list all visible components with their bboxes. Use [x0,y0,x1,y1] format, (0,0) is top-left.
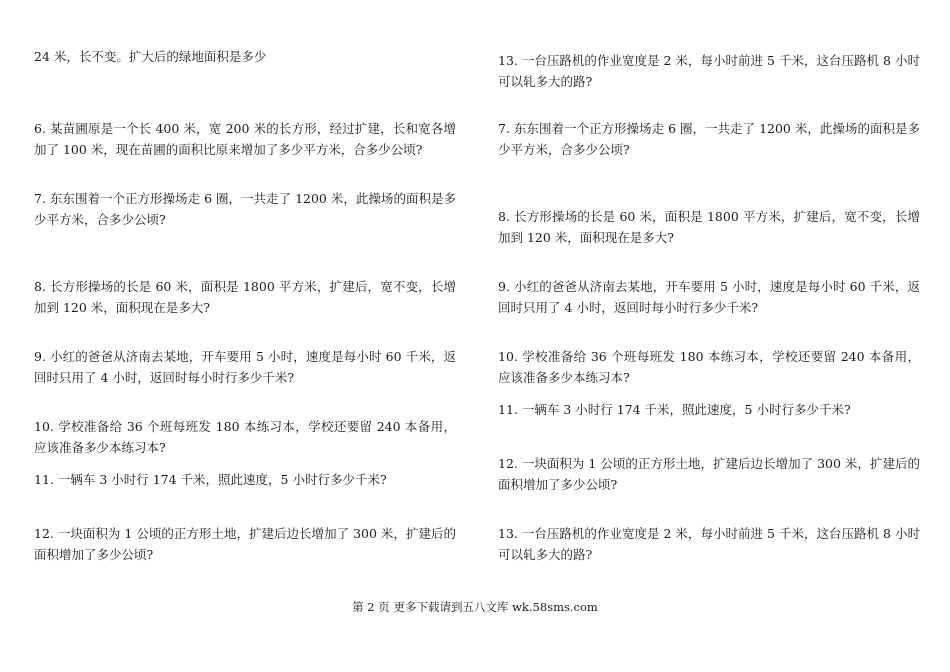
question-13: 13. 一台压路机的作业宽度是 2 米，每小时前进 5 千米，这台压路机 8 小时可以轧多大的路? [498,526,920,562]
question-13: 13. 一台压路机的作业宽度是 2 米，每小时前进 5 千米，这台压路机 8 小时可以轧多大的路? [498,53,920,89]
question-9: 9. 小红的爸爸从济南去某地，开车要用 5 小时，速度是每小时 60 千米，返回时只用了 4 小时，返回时每小时行多少千米? [34,349,456,385]
question-10: 10. 学校准备给 36 个班每班发 180 本练习本，学校还要留 240 本备用，应该准备多少本练习本? [498,349,920,385]
question-8: 8. 长方形操场的长是 60 米，面积是 1800 平方米，扩建后，宽不变，长增加到 120 米，面积现在是多大? [498,209,920,245]
question-7: 7. 东东围着一个正方形操场走 6 圈，一共走了 1200 米，此操场的面积是多少平方米，合多少公顷? [34,191,456,227]
question-10: 10. 学校准备给 36 个班每班发 180 本练习本，学校还要留 240 本备用，应该准备多少本练习本? [34,419,456,455]
question-9: 9. 小红的爸爸从济南去某地，开车要用 5 小时，速度是每小时 60 千米，返回时只用了 4 小时，返回时每小时行多少千米? [498,279,920,315]
question-8: 8. 长方形操场的长是 60 米，面积是 1800 平方米，扩建后，宽不变，长增加到 120 米，面积现在是多大? [34,279,456,315]
question-11: 11. 一辆车 3 小时行 174 千米，照此速度，5 小时行多少千米? [34,472,387,487]
question-12: 12. 一块面积为 1 公顷的正方形土地，扩建后边长增加了 300 米，扩建后的面积增加了多少公顷? [34,526,456,562]
question-11: 11. 一辆车 3 小时行 174 千米，照此速度，5 小时行多少千米? [498,402,851,417]
question-continuation: 24 米，长不变。扩大后的绿地面积是多少 [34,49,267,64]
question-6: 6. 某苗圃原是一个长 400 米，宽 200 米的长方形，经过扩建，长和宽各增加了 100 米，现在苗圃的面积比原来增加了多少平方米，合多少公顷? [34,121,456,157]
page-footer: 第 2 页 更多下载请到五八文库 wk.58sms.com [352,600,598,614]
question-7: 7. 东东围着一个正方形操场走 6 圈，一共走了 1200 米，此操场的面积是多少平方米，合多少公顷? [498,121,920,157]
question-12: 12. 一块面积为 1 公顷的正方形土地，扩建后边长增加了 300 米，扩建后的面积增加了多少公顷? [498,456,920,492]
